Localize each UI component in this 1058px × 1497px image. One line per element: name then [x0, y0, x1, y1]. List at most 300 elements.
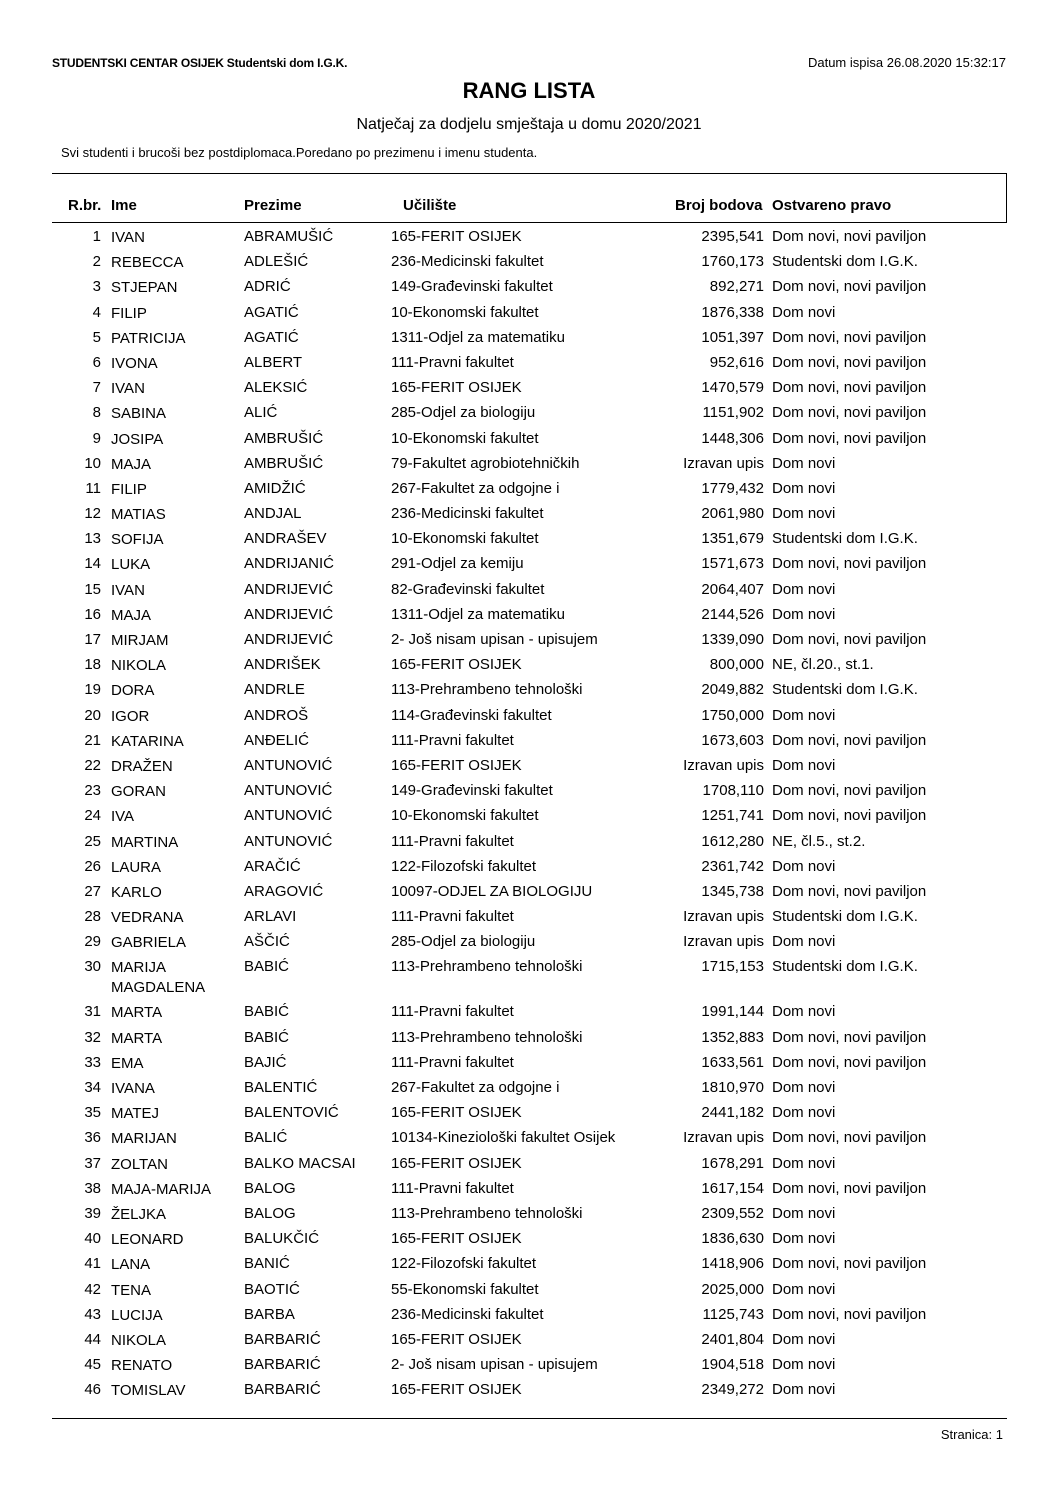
rank-cell: 5 — [92, 328, 101, 346]
table-row — [0, 1129, 1058, 1154]
points-cell: Izravan upis — [683, 454, 764, 472]
first-name-cell: MATEJ — [111, 1105, 160, 1123]
table-row — [0, 555, 1058, 580]
document-title: RANG LISTA — [462, 78, 596, 103]
rank-cell: 17 — [84, 631, 101, 648]
institution-cell: 1311-Odjel za matematiku — [391, 328, 565, 346]
institution-cell: 122-Filozofski fakultet — [391, 1255, 537, 1273]
last-name-cell: ANDROŠ — [244, 706, 309, 724]
points-cell: 1418,906 — [701, 1255, 764, 1273]
points-cell: 1904,518 — [701, 1356, 764, 1374]
points-cell: 1750,000 — [701, 706, 764, 724]
rank-cell: 36 — [84, 1129, 101, 1147]
points-cell: 1470,579 — [701, 379, 764, 397]
first-name-cell: GABRIELA — [111, 934, 187, 952]
accommodation-right-cell: Dom novi — [772, 1003, 836, 1021]
column-header-prezime: Prezime — [244, 197, 302, 214]
first-name-cell: MAJA — [111, 606, 152, 624]
institution-cell: 285-Odjel za biologiju — [391, 933, 536, 951]
accommodation-right-cell: Dom novi, novi paviljon — [772, 1305, 927, 1323]
institution-cell: 113-Prehrambeno tehnološki — [391, 681, 583, 699]
last-name-cell: BALOG — [244, 1179, 296, 1197]
institution-cell: 55-Ekonomski fakultet — [391, 1280, 539, 1298]
accommodation-right-cell: Dom novi — [772, 454, 836, 472]
last-name-cell: ANDRIŠEK — [244, 656, 321, 674]
points-cell: 2025,000 — [701, 1280, 764, 1298]
institution-cell: 165-FERIT OSIJEK — [391, 379, 522, 397]
accommodation-right-cell: Studentski dom I.G.K. — [772, 681, 918, 699]
accommodation-right-cell: Dom novi — [772, 1230, 836, 1248]
table-row — [0, 606, 1058, 631]
institution-cell: 165-FERIT OSIJEK — [391, 1381, 522, 1399]
column-header-bodovi: Broj bodova — [675, 197, 763, 214]
institution-cell: 291-Odjel za kemiju — [391, 555, 524, 573]
points-cell: Izravan upis — [683, 756, 764, 774]
points-cell: 1345,738 — [701, 882, 764, 900]
table-row — [0, 833, 1058, 858]
points-cell: Izravan upis — [683, 933, 764, 951]
rank-cell: 25 — [84, 832, 101, 850]
first-name-cell: IVANA — [111, 1080, 155, 1097]
points-cell: 2049,882 — [701, 681, 764, 699]
table-row — [0, 707, 1058, 732]
accommodation-right-cell: Dom novi, novi paviljon — [772, 429, 927, 447]
institution-cell: 267-Fakultet za odgojne i — [391, 1079, 560, 1096]
rank-cell: 35 — [84, 1104, 101, 1122]
first-name-cell: TOMISLAV — [111, 1382, 186, 1400]
institution-cell: 10134-Kineziološki fakultet Osijek — [391, 1129, 616, 1147]
table-row — [0, 530, 1058, 555]
rank-cell: 23 — [84, 782, 101, 800]
last-name-cell: ANTUNOVIĆ — [244, 832, 333, 850]
table-row — [0, 958, 1058, 1003]
column-header-pravo: Ostvareno pravo — [772, 197, 892, 214]
rank-cell: 24 — [84, 807, 101, 825]
last-name-cell: BALOG — [244, 1204, 296, 1222]
points-cell: 2401,804 — [701, 1330, 764, 1348]
points-cell: 1125,743 — [702, 1305, 764, 1323]
last-name-cell: BARBARIĆ — [244, 1381, 321, 1399]
rank-cell: 11 — [85, 479, 101, 497]
points-cell: 2144,526 — [701, 605, 764, 623]
first-name-cell: LAURA — [111, 858, 162, 876]
first-name-cell: IGOR — [111, 707, 150, 725]
last-name-cell: AŠČIĆ — [244, 933, 290, 951]
last-name-cell: AMBRUŠIĆ — [244, 454, 324, 472]
accommodation-right-cell: Dom novi — [772, 756, 836, 774]
table-row — [0, 1306, 1058, 1331]
last-name-cell: BABIĆ — [244, 1003, 290, 1021]
first-name-cell: IVAN — [111, 229, 145, 246]
table-row — [0, 1255, 1058, 1280]
first-name-cell: KARLO — [111, 883, 162, 901]
points-cell: 1448,306 — [701, 429, 764, 447]
rank-cell: 39 — [84, 1204, 101, 1222]
table-row — [0, 1356, 1058, 1381]
points-cell: 952,616 — [709, 353, 764, 371]
first-name-cell: MARIJAN — [111, 1130, 177, 1148]
first-name-cell: PATRICIJA — [111, 329, 186, 347]
points-cell: 1051,397 — [701, 328, 764, 346]
rank-cell: 6 — [92, 353, 101, 371]
first-name-cell: VEDRANA — [111, 909, 184, 927]
table-row — [0, 354, 1058, 379]
table-row — [0, 404, 1058, 429]
rank-cell: 4 — [92, 303, 101, 321]
accommodation-right-cell: Dom novi, novi paviljon — [772, 1053, 927, 1071]
first-name-cell: DORA — [111, 682, 155, 700]
rank-cell: 7 — [92, 379, 101, 397]
points-cell: 2441,182 — [701, 1104, 764, 1122]
points-cell: 1876,338 — [701, 303, 764, 321]
rank-cell: 13 — [84, 530, 101, 548]
institution-cell: 122-Filozofski fakultet — [391, 857, 537, 875]
last-name-cell: ANĐELIĆ — [244, 731, 310, 749]
first-name-cell: REBECCA — [111, 254, 184, 272]
accommodation-right-cell: Dom novi — [772, 1204, 836, 1222]
table-row — [0, 1029, 1058, 1054]
first-name-cell: MARTA — [111, 1029, 163, 1047]
table-row — [0, 1104, 1058, 1129]
rank-cell: 26 — [84, 857, 101, 875]
last-name-cell: BALENTIĆ — [244, 1079, 318, 1096]
first-name-cell: MIRJAM — [111, 632, 169, 649]
accommodation-right-cell: Dom novi — [772, 933, 836, 951]
first-name-cell: FILIP — [111, 304, 147, 322]
last-name-cell: ANDRLE — [244, 681, 305, 699]
first-name-cell: MARTINA — [111, 833, 179, 851]
footer-divider — [52, 1418, 1007, 1419]
column-header-ime: Ime — [111, 197, 137, 214]
table-row — [0, 480, 1058, 505]
institution-cell: 236-Medicinski fakultet — [391, 505, 544, 523]
table-row — [0, 228, 1058, 253]
last-name-cell: BAJIĆ — [244, 1053, 287, 1071]
points-cell: 2361,742 — [701, 857, 764, 875]
rank-cell: 3 — [92, 278, 101, 296]
last-name-cell: ANTUNOVIĆ — [244, 807, 333, 825]
last-name-cell: ARAČIĆ — [244, 857, 301, 875]
institution-cell: 10-Ekonomski fakultet — [391, 530, 539, 548]
accommodation-right-cell: Dom novi — [772, 479, 836, 497]
points-cell: 1779,432 — [701, 479, 764, 497]
first-name-cell: NIKOLA — [111, 657, 167, 675]
accommodation-right-cell: Dom novi — [772, 1104, 836, 1122]
accommodation-right-cell: Dom novi, novi paviljon — [772, 379, 927, 397]
points-cell: 1836,630 — [701, 1230, 764, 1248]
institution-cell: 111-Pravni fakultet — [391, 1053, 514, 1071]
table-row — [0, 1205, 1058, 1230]
institution-cell: 165-FERIT OSIJEK — [391, 228, 522, 245]
institution-cell: 2- Još nisam upisan - upisujem — [391, 631, 598, 648]
last-name-cell: ALIĆ — [244, 404, 278, 422]
last-name-cell: ANTUNOVIĆ — [244, 782, 333, 800]
first-name-cell: SABINA — [111, 405, 167, 423]
rank-cell: 46 — [84, 1381, 101, 1399]
first-name-cell: LUKA — [111, 556, 151, 574]
institution-cell: 10097-ODJEL ZA BIOLOGIJU — [391, 882, 593, 900]
institution-cell: 113-Prehrambeno tehnološki — [391, 1028, 583, 1046]
rank-cell: 37 — [84, 1154, 101, 1172]
accommodation-right-cell: Dom novi, novi paviljon — [772, 1028, 927, 1046]
first-name-cell: ŽELJKA — [111, 1205, 167, 1223]
last-name-cell: AGATIĆ — [244, 328, 299, 346]
last-name-cell: BARBA — [244, 1305, 295, 1323]
print-date: Datum ispisa 26.08.2020 15:32:17 — [807, 55, 1006, 70]
accommodation-right-cell: Studentski dom I.G.K. — [772, 530, 918, 548]
accommodation-right-cell: Dom novi — [772, 505, 836, 523]
rank-cell: 15 — [84, 580, 101, 598]
points-cell: 2061,980 — [701, 505, 764, 523]
first-name-cell: LUCIJA — [111, 1306, 163, 1324]
table-row — [0, 581, 1058, 606]
last-name-cell: ANDRIJEVIĆ — [244, 631, 334, 648]
table-row — [0, 379, 1058, 404]
rank-cell: 44 — [84, 1330, 101, 1348]
institution-cell: 111-Pravni fakultet — [391, 353, 514, 371]
last-name-cell: AGATIĆ — [244, 303, 299, 321]
table-row — [0, 455, 1058, 480]
first-name-cell: LEONARD — [111, 1231, 184, 1249]
organization-header: STUDENTSKI CENTAR OSIJEK Studentski dom I.G.K. — [52, 56, 348, 70]
first-name-cell: MAJA-MARIJA — [111, 1180, 212, 1198]
points-cell: 1810,970 — [701, 1079, 764, 1096]
accommodation-right-cell: Dom novi, novi paviljon — [772, 1129, 927, 1147]
first-name-cell: KATARINA — [111, 732, 184, 750]
last-name-cell: ANDRIJEVIĆ — [244, 580, 334, 598]
table-row — [0, 1079, 1058, 1104]
table-row — [0, 807, 1058, 832]
last-name-cell: ALEKSIĆ — [244, 379, 308, 397]
rank-cell: 40 — [84, 1230, 101, 1248]
last-name-cell: ARLAVI — [244, 908, 297, 926]
rank-cell: 38 — [84, 1179, 101, 1197]
accommodation-right-cell: Dom novi — [772, 1280, 836, 1298]
points-cell: 1571,673 — [701, 555, 764, 573]
points-cell: 1612,280 — [701, 832, 764, 850]
first-name-cell: RENATO — [111, 1357, 173, 1375]
table-row — [0, 1003, 1058, 1028]
table-row — [0, 631, 1058, 656]
table-row — [0, 656, 1058, 681]
last-name-cell: ABRAMUŠIĆ — [244, 228, 334, 245]
table-row — [0, 883, 1058, 908]
last-name-cell: ANDRIJANIĆ — [244, 555, 335, 573]
first-name-cell: JOSIPA — [111, 430, 164, 448]
table-row — [0, 1180, 1058, 1205]
institution-cell: 267-Fakultet za odgojne i — [391, 479, 560, 497]
last-name-cell: BALENTOVIĆ — [244, 1104, 339, 1122]
last-name-cell: AMBRUŠIĆ — [244, 429, 324, 447]
last-name-cell: ARAGOVIĆ — [244, 882, 324, 900]
accommodation-right-cell: Dom novi, novi paviljon — [772, 555, 927, 573]
table-row — [0, 253, 1058, 278]
column-header-rbr: R.br. — [68, 197, 102, 214]
accommodation-right-cell: Dom novi — [772, 605, 836, 623]
table-row — [0, 933, 1058, 958]
points-cell: 1351,679 — [701, 530, 764, 548]
points-cell: Izravan upis — [683, 1129, 764, 1147]
accommodation-right-cell: Dom novi — [772, 706, 836, 724]
institution-cell: 165-FERIT OSIJEK — [391, 1154, 522, 1172]
last-name-cell: ALBERT — [244, 353, 303, 371]
table-row — [0, 908, 1058, 933]
first-name-cell: IVONA — [111, 354, 158, 372]
rank-cell: 27 — [84, 882, 101, 900]
last-name-cell: BARBARIĆ — [244, 1330, 321, 1348]
points-cell: 1991,144 — [701, 1003, 764, 1021]
institution-cell: 236-Medicinski fakultet — [391, 1305, 544, 1323]
last-name-cell: ANDRIJEVIĆ — [244, 605, 334, 623]
points-cell: 1617,154 — [701, 1179, 764, 1197]
sort-note: Svi studenti i brucoši bez postdiplomaca.Poredano po prezimenu i imenu studenta. — [61, 145, 538, 160]
last-name-cell: ADRIĆ — [244, 278, 291, 296]
first-name-cell: IVAN — [111, 581, 145, 599]
ranking-table — [0, 228, 1058, 1406]
accommodation-right-cell: Dom novi, novi paviljon — [772, 1255, 927, 1273]
rank-cell: 42 — [84, 1280, 101, 1298]
institution-cell: 113-Prehrambeno tehnološki — [391, 1204, 583, 1222]
institution-cell: 165-FERIT OSIJEK — [391, 1330, 522, 1348]
points-cell: 1339,090 — [701, 631, 764, 648]
table-row — [0, 430, 1058, 455]
rank-cell: 43 — [84, 1305, 101, 1323]
points-cell: 1633,561 — [701, 1053, 764, 1071]
points-cell: 1251,741 — [701, 807, 764, 825]
first-name-cell: MAJA — [111, 455, 152, 473]
accommodation-right-cell: Dom novi — [772, 1356, 836, 1374]
institution-cell: 2- Još nisam upisan - upisujem — [391, 1356, 598, 1374]
last-name-cell: BABIĆ — [244, 1028, 290, 1046]
rank-cell: 31 — [84, 1003, 101, 1021]
accommodation-right-cell: Dom novi, novi paviljon — [772, 278, 927, 296]
institution-cell: 111-Pravni fakultet — [391, 731, 514, 749]
column-header-uciliste: Učilište — [403, 197, 457, 214]
institution-cell: 285-Odjel za biologiju — [391, 404, 536, 422]
institution-cell: 165-FERIT OSIJEK — [391, 1230, 522, 1248]
rank-cell: 22 — [84, 756, 101, 774]
last-name-cell: BABIĆ — [244, 958, 290, 976]
accommodation-right-cell: Studentski dom I.G.K. — [772, 253, 918, 271]
table-row — [0, 1331, 1058, 1356]
rank-cell: 30 — [84, 958, 101, 976]
rank-cell: 9 — [92, 429, 101, 447]
institution-cell: 113-Prehrambeno tehnološki — [391, 958, 583, 976]
accommodation-right-cell: Dom novi, novi paviljon — [772, 404, 927, 422]
accommodation-right-cell: Dom novi — [772, 857, 836, 875]
table-row — [0, 732, 1058, 757]
last-name-cell: ADLEŠIĆ — [244, 253, 309, 271]
first-name-cell: NIKOLA — [111, 1331, 167, 1349]
table-row — [0, 1230, 1058, 1255]
accommodation-right-cell: Dom novi — [772, 1079, 836, 1096]
table-row — [0, 757, 1058, 782]
rank-cell: 8 — [92, 404, 101, 422]
accommodation-right-cell: Studentski dom I.G.K. — [772, 908, 918, 926]
institution-cell: 236-Medicinski fakultet — [391, 253, 544, 271]
institution-cell: 1311-Odjel za matematiku — [391, 605, 565, 623]
points-cell: 1678,291 — [701, 1154, 764, 1172]
accommodation-right-cell: Dom novi, novi paviljon — [772, 1179, 927, 1197]
rank-cell: 28 — [84, 908, 101, 926]
first-name-cell: MARIJA MAGDALENA — [111, 959, 206, 997]
first-name-cell: STJEPAN — [111, 279, 178, 297]
rank-cell: 33 — [84, 1053, 101, 1071]
institution-cell: 10-Ekonomski fakultet — [391, 303, 539, 321]
rank-cell: 29 — [84, 933, 101, 951]
rank-cell: 21 — [84, 731, 101, 749]
points-cell: 1715,153 — [701, 958, 764, 976]
accommodation-right-cell: Dom novi, novi paviljon — [772, 353, 927, 371]
points-cell: 1352,883 — [701, 1028, 764, 1046]
table-row — [0, 278, 1058, 303]
accommodation-right-cell: Dom novi, novi paviljon — [772, 228, 927, 245]
rank-cell: 45 — [84, 1356, 101, 1374]
rank-cell: 14 — [84, 555, 101, 573]
table-row — [0, 1281, 1058, 1306]
rank-cell: 34 — [84, 1079, 101, 1096]
points-cell: 2395,541 — [701, 228, 764, 245]
table-row — [0, 681, 1058, 706]
accommodation-right-cell: Dom novi — [772, 580, 836, 598]
points-cell: 2349,272 — [701, 1381, 764, 1399]
last-name-cell: ANDJAL — [244, 505, 302, 523]
first-name-cell: EMA — [111, 1054, 144, 1072]
rank-cell: 32 — [84, 1028, 101, 1046]
last-name-cell: BAOTIĆ — [244, 1280, 300, 1298]
points-cell: 2309,552 — [701, 1204, 764, 1222]
accommodation-right-cell: Dom novi, novi paviljon — [772, 631, 927, 648]
last-name-cell: BANIĆ — [244, 1255, 290, 1273]
rank-cell: 16 — [84, 605, 101, 623]
points-cell: 1760,173 — [701, 253, 764, 271]
first-name-cell: MARTA — [111, 1004, 163, 1022]
table-row — [0, 304, 1058, 329]
first-name-cell: IVAN — [111, 380, 145, 398]
institution-cell: 82-Građevinski fakultet — [391, 580, 545, 598]
document-subtitle: Natječaj za dodjelu smještaja u domu 2020/2021 — [356, 116, 702, 133]
accommodation-right-cell: Dom novi — [772, 1154, 836, 1172]
last-name-cell: BARBARIĆ — [244, 1356, 321, 1374]
points-cell: 892,271 — [709, 278, 764, 296]
accommodation-right-cell: Dom novi — [772, 303, 836, 321]
last-name-cell: AMIDŽIĆ — [244, 479, 306, 497]
accommodation-right-cell: Dom novi, novi paviljon — [772, 328, 927, 346]
points-cell: Izravan upis — [683, 908, 764, 926]
first-name-cell: LANA — [111, 1256, 151, 1274]
accommodation-right-cell: Dom novi — [772, 1330, 836, 1348]
institution-cell: 79-Fakultet agrobiotehničkih — [391, 454, 580, 472]
table-row — [0, 1155, 1058, 1180]
points-cell: 1708,110 — [702, 782, 764, 800]
points-cell: 1673,603 — [701, 731, 764, 749]
first-name-cell: ZOLTAN — [111, 1155, 168, 1173]
page-number: Stranica: 1 — [940, 1427, 1003, 1442]
table-row — [0, 1054, 1058, 1079]
institution-cell: 165-FERIT OSIJEK — [391, 1104, 522, 1122]
institution-cell: 165-FERIT OSIJEK — [391, 656, 522, 674]
institution-cell: 111-Pravni fakultet — [391, 1179, 514, 1197]
accommodation-right-cell: Dom novi, novi paviljon — [772, 782, 927, 800]
last-name-cell: BALKO MACSAI — [244, 1154, 356, 1172]
first-name-cell: IVA — [111, 808, 135, 826]
rank-cell: 1 — [92, 228, 101, 245]
points-cell: 800,000 — [709, 656, 764, 674]
first-name-cell: DRAŽEN — [111, 757, 173, 775]
institution-cell: 111-Pravni fakultet — [391, 832, 514, 850]
institution-cell: 111-Pravni fakultet — [391, 908, 514, 926]
first-name-cell: FILIP — [111, 480, 147, 498]
